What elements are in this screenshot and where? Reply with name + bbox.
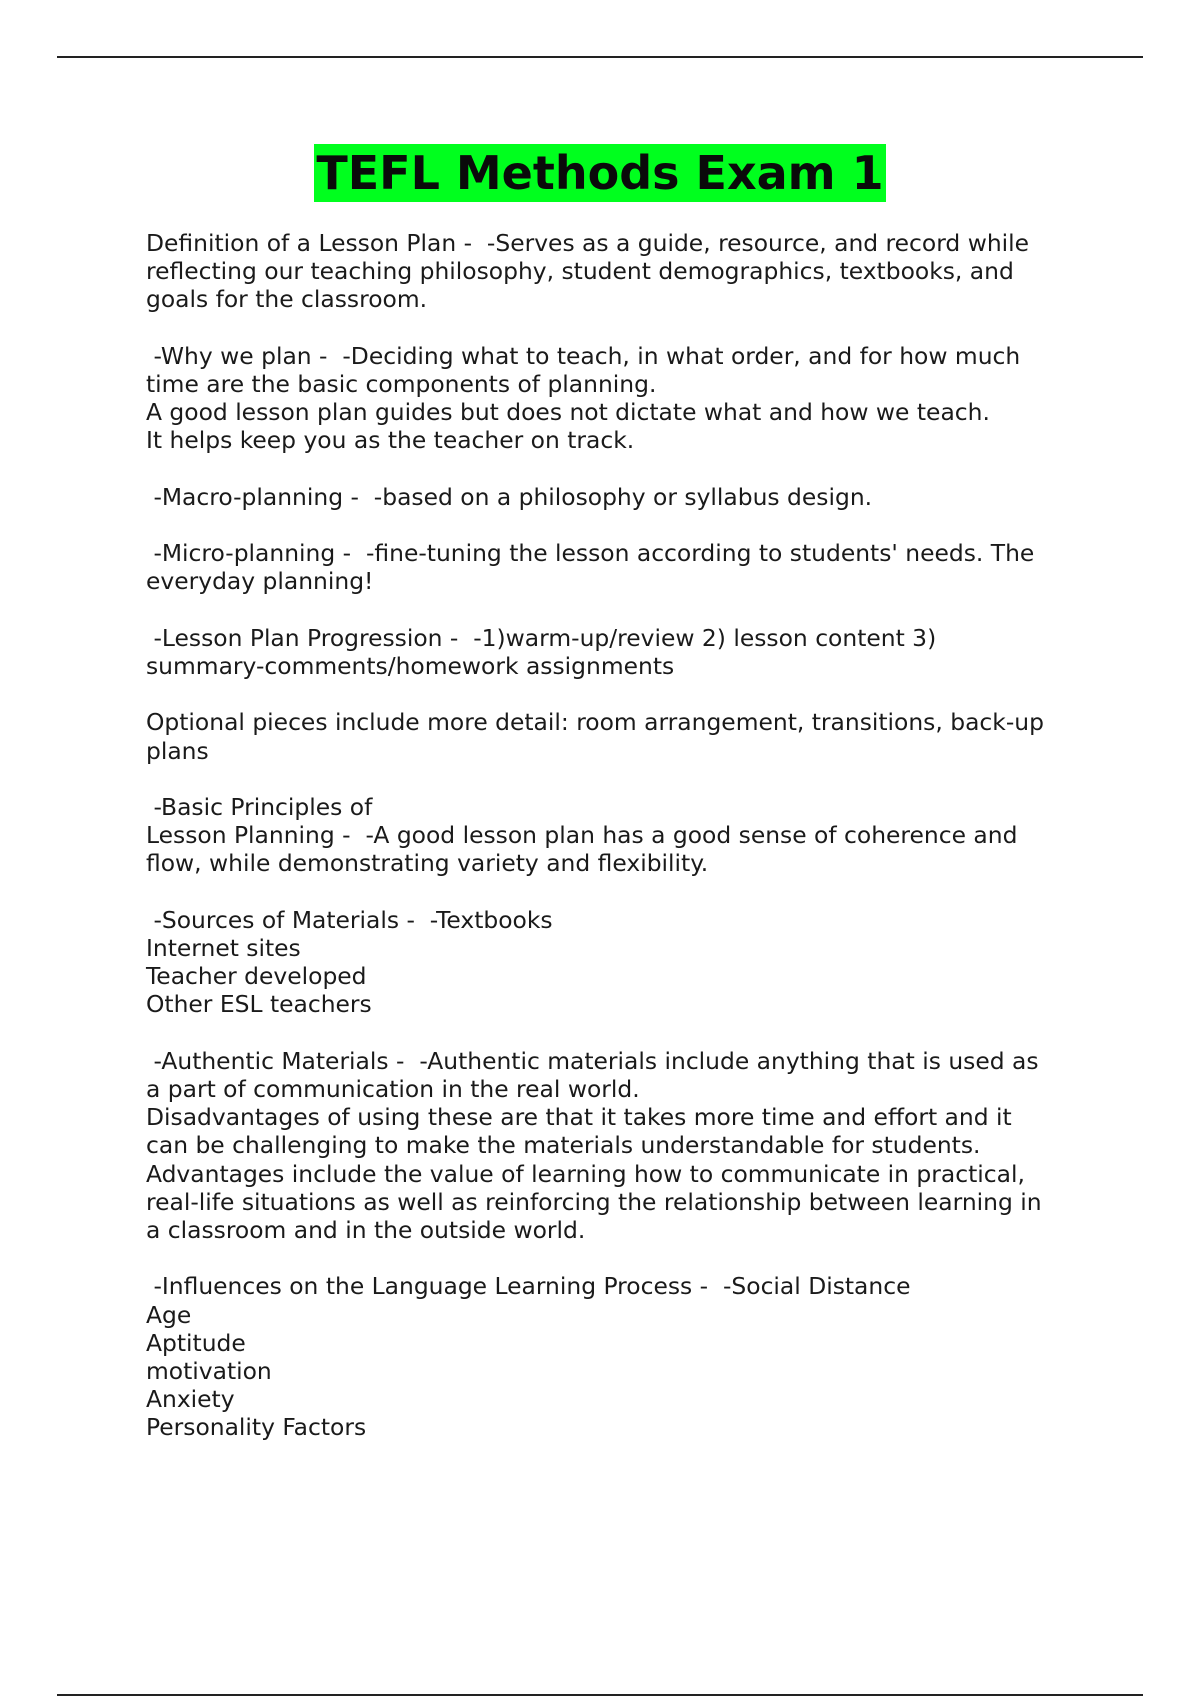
text-line: Anxiety [146, 1385, 235, 1414]
qa-entry [146, 708, 1086, 764]
text-line: plans [146, 736, 209, 765]
text-line: It helps keep you as the teacher on track. [146, 426, 635, 455]
text-line: Age [146, 1300, 192, 1329]
text-line: reflecting our teaching philosophy, student demographics, textbooks, and [146, 257, 1014, 286]
bottom-rule [57, 1694, 1143, 1696]
text-line: Lesson Planning - -A good lesson plan has a good sense of coherence and [146, 821, 1018, 850]
text-line: Personality Factors [146, 1413, 367, 1442]
text-line: Other ESL teachers [146, 990, 372, 1019]
title-container [0, 144, 1200, 202]
text-line: can be challenging to make the materials understandable for students. [146, 1131, 981, 1160]
text-line: everyday planning! [146, 567, 374, 596]
text-line: real-life situations as well as reinforcing the relationship between learning in [146, 1187, 1042, 1216]
text-line: Internet sites [146, 933, 301, 962]
text-line: A good lesson plan guides but does not dictate what and how we teach. [146, 398, 990, 427]
qa-entry [146, 229, 1086, 314]
text-line: goals for the classroom. [146, 285, 428, 314]
document-body [146, 229, 1086, 1470]
qa-entry [146, 906, 1086, 1019]
text-line: Teacher developed [146, 962, 367, 991]
text-line: -Why we plan - -Deciding what to teach, in what order, and for how much [146, 341, 1021, 370]
qa-entry [146, 793, 1086, 878]
qa-entry [146, 342, 1086, 455]
text-line: -Basic Principles of [146, 792, 373, 821]
text-line: -Authentic Materials - -Authentic materials include anything that is used as [146, 1046, 1039, 1075]
text-line: a part of communication in the real world. [146, 1074, 640, 1103]
text-line: Aptitude [146, 1328, 246, 1357]
text-line: -Influences on the Language Learning Process - -Social Distance [146, 1272, 911, 1301]
text-line: summary-comments/homework assignments [146, 651, 675, 680]
qa-entry [146, 483, 1086, 511]
text-line: motivation [146, 1356, 272, 1385]
top-rule [57, 56, 1143, 58]
text-line: Optional pieces include more detail: room arrangement, transitions, back-up [146, 708, 1044, 737]
text-line: flow, while demonstrating variety and flexibility. [146, 849, 709, 878]
document-title: TEFL Methods Exam 1 [316, 146, 884, 200]
text-line: -Micro-planning - -fine-tuning the lesson according to students' needs. The [146, 539, 1035, 568]
text-line: Advantages include the value of learning how to communicate in practical, [146, 1159, 1025, 1188]
qa-entry [146, 1272, 1086, 1441]
text-line: Definition of a Lesson Plan - -Serves as a guide, resource, and record while [146, 229, 1030, 257]
text-line: time are the basic components of planning. [146, 370, 657, 398]
text-line: Disadvantages of using these are that it takes more time and effort and it [146, 1103, 1012, 1132]
text-line: -Sources of Materials - -Textbooks [146, 905, 553, 934]
text-line: -Macro-planning - -based on a philosophy or syllabus design. [146, 482, 873, 511]
text-line: -Lesson Plan Progression - -1)warm-up/review 2) lesson content 3) [146, 623, 937, 652]
qa-entry [146, 1047, 1086, 1244]
qa-entry [146, 539, 1086, 595]
text-line: a classroom and in the outside world. [146, 1215, 586, 1244]
qa-entry [146, 624, 1086, 680]
